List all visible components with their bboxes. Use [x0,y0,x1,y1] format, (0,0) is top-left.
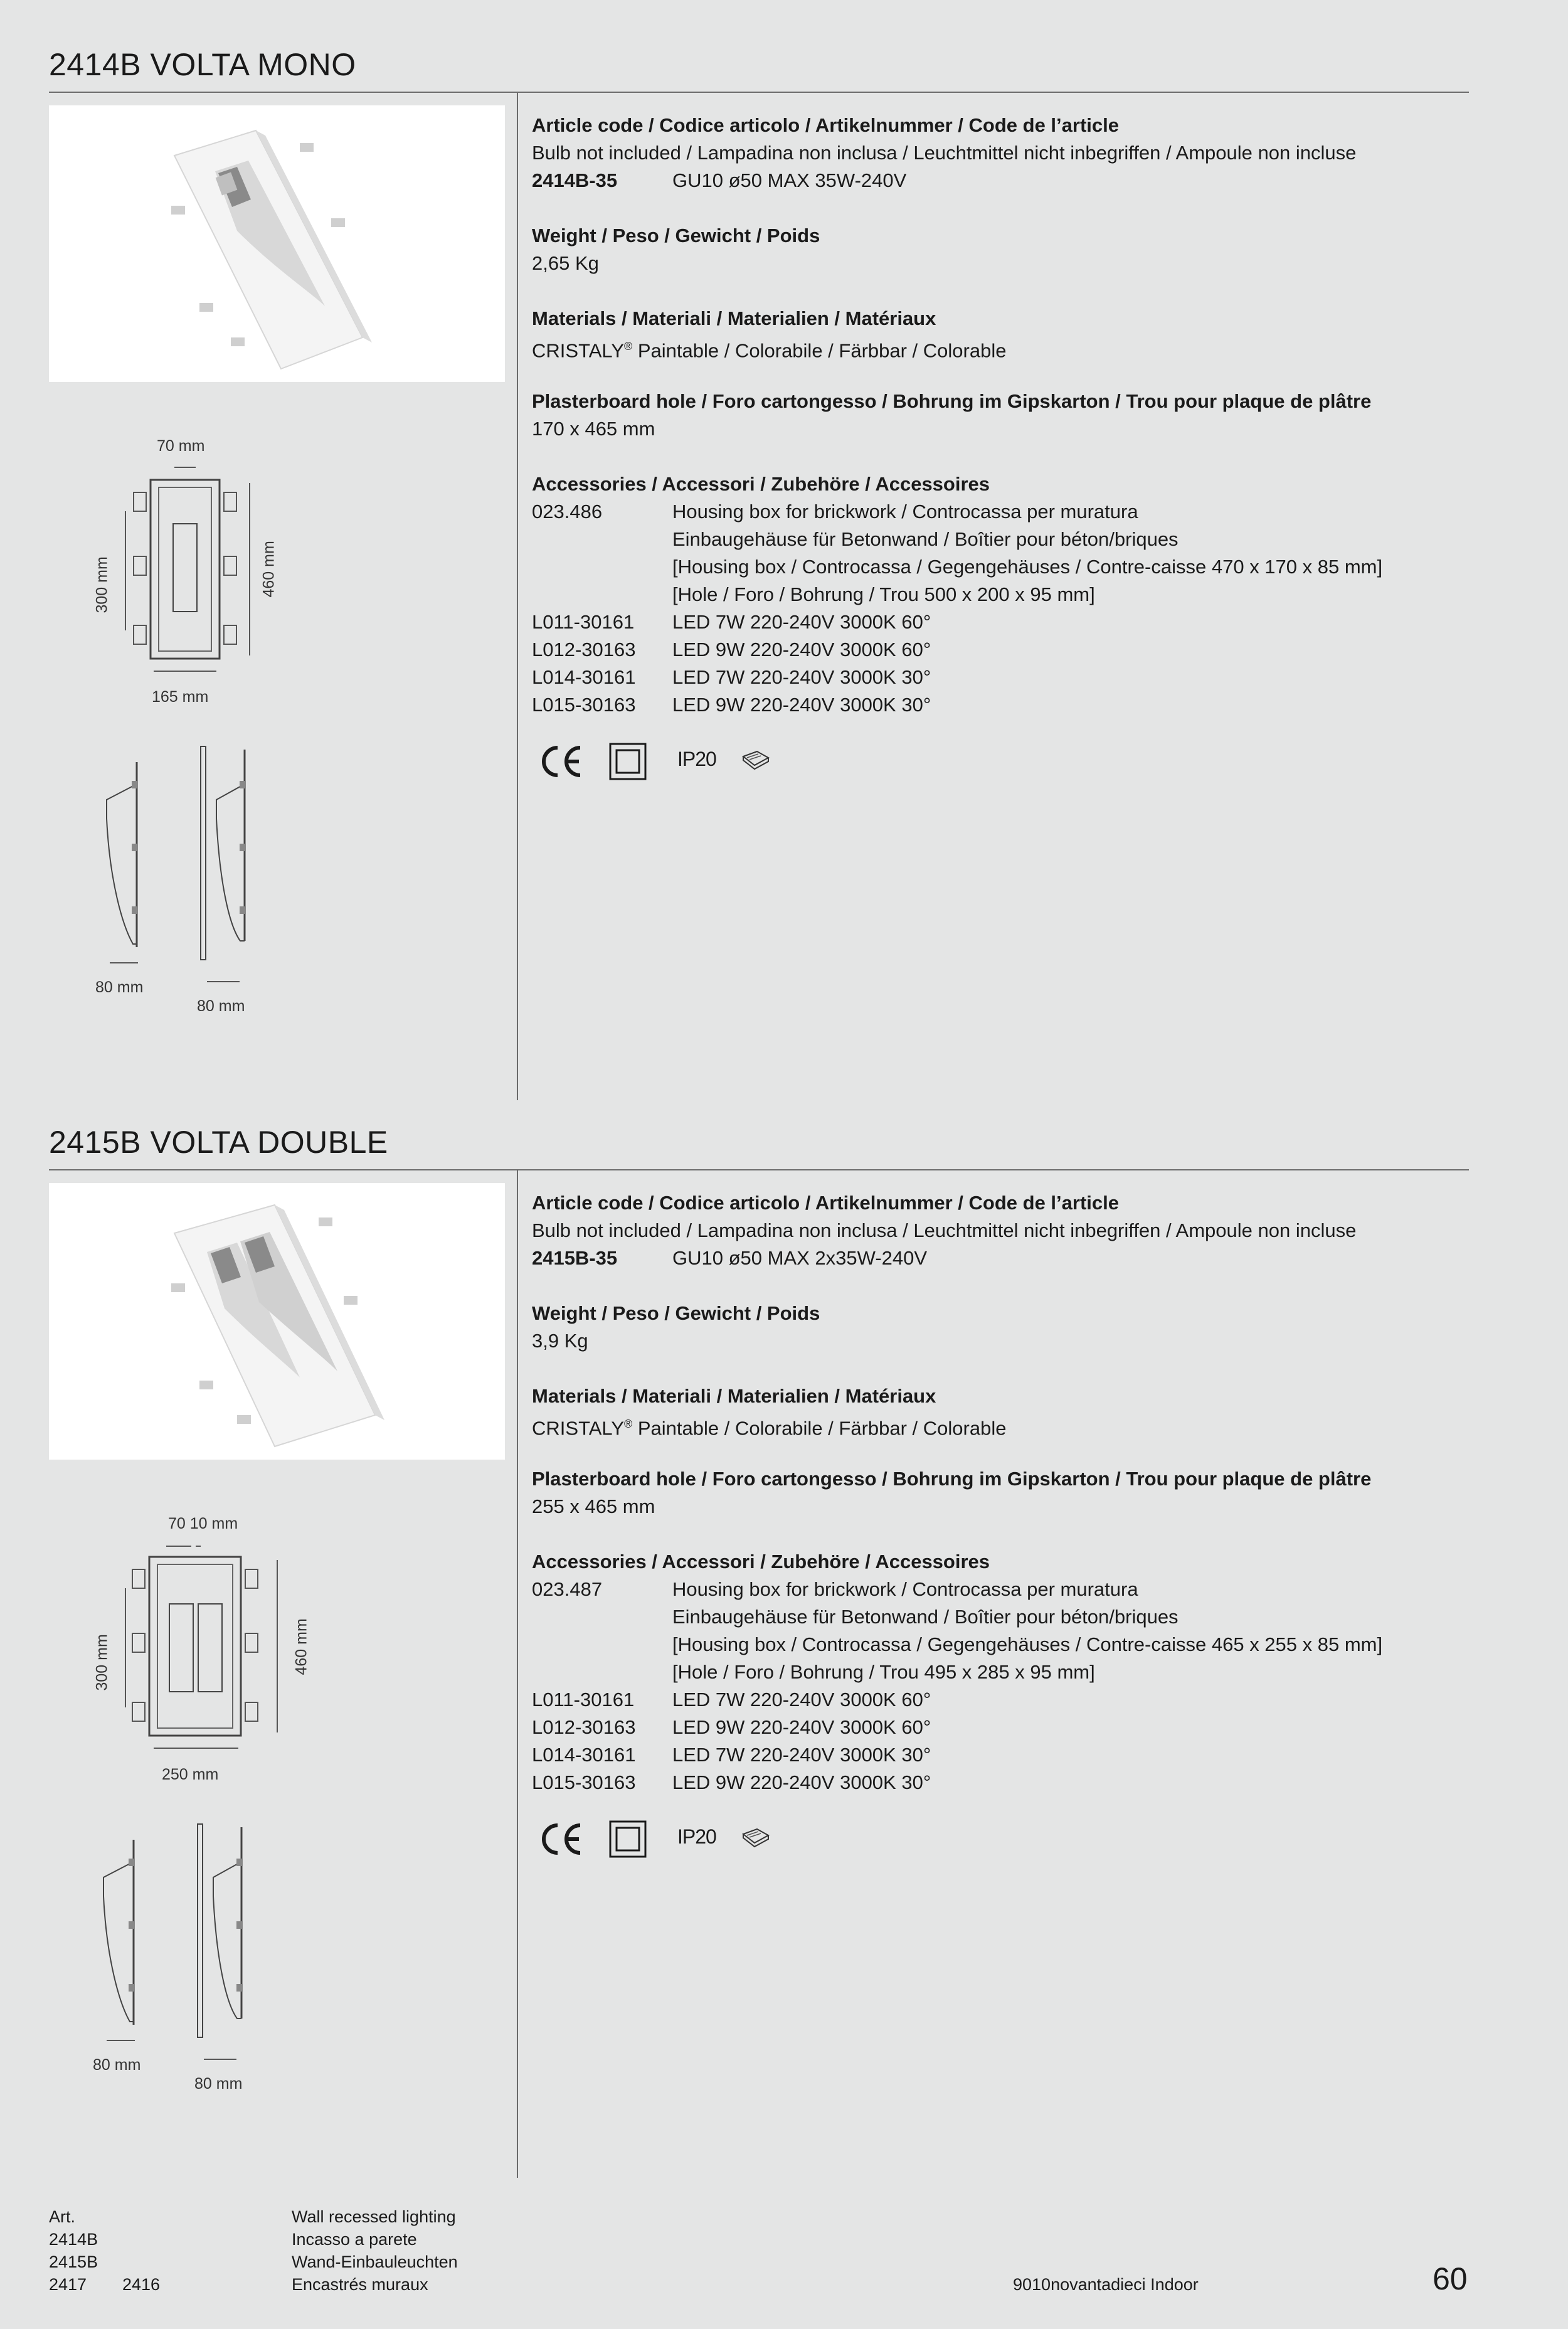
dim-right-label: 460 mm [292,1618,310,1675]
ce-mark-icon [544,748,580,775]
book-instructions-icon [743,1829,768,1847]
accessories-header: Accessories / Accessori / Zubehöre / Accessoires [532,1551,990,1573]
hole-value: 170 x 465 mm [532,418,655,440]
book-instructions-icon [743,751,768,769]
footer-category [292,2205,458,2296]
footer-art-code: 2417 [49,2275,87,2294]
led-desc: LED 7W 220-240V 3000K 60° [672,611,931,633]
footer-category-line: Incasso a parete [292,2230,417,2249]
double-insulation-icon [610,1822,645,1857]
material-desc: Paintable / Colorabile / Färbbar / Colorable [632,339,1007,362]
led-row [532,1769,1473,1796]
section-divider [49,1169,1469,1170]
hole-value: 255 x 465 mm [532,1495,655,1517]
materials-value [532,332,1473,360]
spec-block [532,112,1473,719]
footer-art-code: 2415B [49,2252,98,2271]
footer-brand: 9010novantadieci Indoor [1013,2275,1199,2294]
article-code-desc: GU10 ø50 MAX 2x35W-240V [672,1247,928,1269]
materials-header: Materials / Materiali / Materialien / Matériaux [532,1385,936,1407]
article-code-desc: GU10 ø50 MAX 35W-240V [672,169,907,191]
led-desc: LED 9W 220-240V 3000K 30° [672,694,931,716]
accessory-row [532,526,1473,553]
accessory-line: [Housing box / Controcassa / Gegengehäuses / Contre-caisse 470 x 170 x 85 mm] [672,556,1383,578]
dim-side2-label: 80 mm [197,997,245,1015]
dim-bottom-label: 165 mm [152,688,209,706]
dim-left-label: 300 mm [93,556,111,613]
weight-header: Weight / Peso / Gewicht / Poids [532,225,820,247]
led-row [532,691,1473,719]
accessory-row [532,553,1473,581]
product-title: 2415B VOLTA DOUBLE [49,1125,388,1160]
product-title: 2414B VOLTA MONO [49,47,356,82]
accessories-header: Accessories / Accessori / Zubehöre / Accessoires [532,473,990,495]
dim-bottom-label: 250 mm [162,1766,219,1783]
accessory-code: 023.486 [532,501,603,523]
led-row [532,636,1473,664]
article-header: Article code / Codice articolo / Artikelnummer / Code de l’article [532,1192,1119,1214]
product-photo-illustration [49,1183,505,1460]
registered-mark: ® [624,340,633,353]
footer-art-label: Art. [49,2207,76,2226]
accessory-line: Einbaugehäuse für Betonwand / Boîtier pour béton/briques [672,528,1179,550]
accessory-line: [Hole / Foro / Bohrung / Trou 500 x 200 x 95 mm] [672,583,1095,605]
section-divider [49,92,1469,93]
certification-icons [530,739,793,786]
article-code: 2415B-35 [532,1247,618,1269]
footer-category-line: Wand-Einbauleuchten [292,2252,458,2271]
led-row [532,1741,1473,1769]
front-drawing [82,1538,307,1758]
dim-left-label: 300 mm [93,1634,111,1691]
dim-side2-label: 80 mm [194,2075,243,2093]
bulb-note: Bulb not included / Lampadina non inclusa / Leuchtmittel nicht inbegriffen / Ampoule non incluse [532,142,1357,164]
certification-icons [530,1817,793,1864]
materials-value [532,1410,1473,1438]
page-number: 60 [1433,2261,1468,2296]
material-desc: Paintable / Colorabile / Färbbar / Colorable [632,1417,1007,1440]
dim-side1-label: 80 mm [93,2056,141,2074]
led-code: L012-30163 [532,1716,636,1738]
accessory-line: [Housing box / Controcassa / Gegengehäuses / Contre-caisse 465 x 255 x 85 mm] [672,1633,1383,1655]
column-divider [517,1170,518,2178]
side-drawing [94,743,257,1000]
ip-rating: IP20 [677,748,716,770]
footer-category-line: Encastrés muraux [292,2275,428,2294]
accessory-line: Housing box for brickwork / Controcassa per muratura [672,501,1138,523]
accessory-line: [Hole / Foro / Bohrung / Trou 495 x 285 x 95 mm] [672,1661,1095,1683]
weight-header: Weight / Peso / Gewicht / Poids [532,1302,820,1324]
led-desc: LED 7W 220-240V 3000K 60° [672,1689,931,1711]
led-row [532,1686,1473,1714]
accessory-row [532,498,1473,526]
dim-side1-label: 80 mm [95,979,144,996]
led-desc: LED 7W 220-240V 3000K 30° [672,666,931,688]
material-brand: CRISTALY [532,339,624,362]
led-row [532,608,1473,636]
article-code: 2414B-35 [532,169,618,191]
accessory-row [532,1631,1473,1658]
footer-art-extra: 2416 [122,2275,161,2294]
weight-value: 3,9 Kg [532,1330,588,1352]
dim-top-label: 70 10 mm [168,1515,238,1532]
accessory-row [532,1576,1473,1603]
led-row [532,1714,1473,1741]
footer-art-column [49,2205,98,2296]
side-drawing [91,1821,254,2078]
spec-block [532,1189,1473,1796]
ip-rating: IP20 [677,1825,716,1848]
material-brand: CRISTALY [532,1417,624,1440]
accessory-line: Housing box for brickwork / Controcassa per muratura [672,1578,1138,1600]
led-code: L015-30163 [532,694,636,716]
dim-top-label: 70 mm [157,437,205,455]
product-photo-illustration [49,105,505,382]
led-code: L015-30163 [532,1771,636,1793]
led-code: L011-30161 [532,1689,635,1711]
led-desc: LED 9W 220-240V 3000K 30° [672,1771,931,1793]
column-divider [517,93,518,1100]
led-code: L011-30161 [532,611,635,633]
article-code-row [532,167,1473,194]
led-code: L014-30161 [532,1744,636,1766]
led-desc: LED 7W 220-240V 3000K 30° [672,1744,931,1766]
led-code: L012-30163 [532,639,636,661]
led-desc: LED 9W 220-240V 3000K 60° [672,639,931,661]
footer-category-line: Wall recessed lighting [292,2207,456,2226]
bulb-note: Bulb not included / Lampadina non inclusa / Leuchtmittel nicht inbegriffen / Ampoule non incluse [532,1219,1357,1241]
weight-value: 2,65 Kg [532,252,599,274]
dim-right-label: 460 mm [260,541,278,598]
article-header: Article code / Codice articolo / Artikelnummer / Code de l’article [532,114,1119,136]
product-photo [49,105,505,382]
accessory-row [532,1658,1473,1686]
led-desc: LED 9W 220-240V 3000K 60° [672,1716,931,1738]
article-code-row [532,1244,1473,1272]
footer-art-code: 2414B [49,2230,98,2249]
product-photo [49,1183,505,1460]
hole-header: Plasterboard hole / Foro cartongesso / Bohrung im Gipskarton / Trou pour plaque de plâtre [532,390,1372,412]
led-row [532,664,1473,691]
registered-mark: ® [624,1418,633,1430]
double-insulation-icon [610,744,645,779]
led-code: L014-30161 [532,666,636,688]
cert-icons-svg [530,739,793,783]
cert-icons-svg [530,1817,793,1860]
hole-header: Plasterboard hole / Foro cartongesso / Bohrung im Gipskarton / Trou pour plaque de plâtre [532,1468,1372,1490]
ce-mark-icon [544,1825,580,1853]
accessory-code: 023.487 [532,1578,603,1600]
accessory-row [532,1603,1473,1631]
accessory-line: Einbaugehäuse für Betonwand / Boîtier pour béton/briques [672,1606,1179,1628]
materials-header: Materials / Materiali / Materialien / Matériaux [532,307,936,329]
accessory-row [532,581,1473,608]
